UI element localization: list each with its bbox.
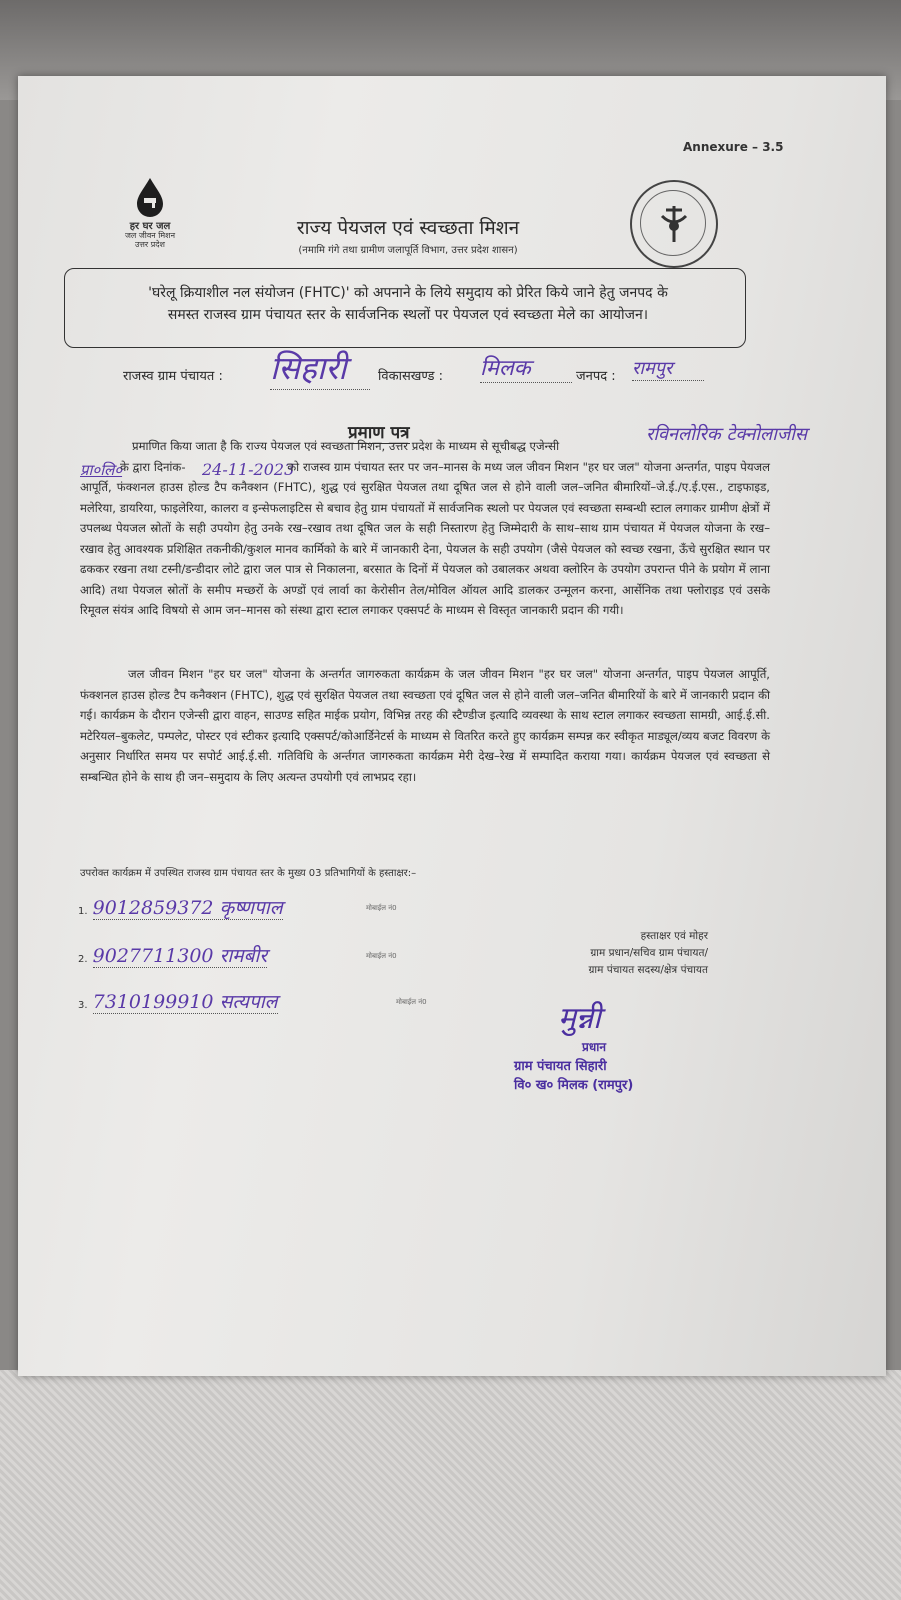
participant-entry: 9012859372 कृष्णपाल	[92, 897, 283, 919]
logo-line-2: जल जीवन मिशन	[124, 231, 176, 240]
para1-part3: को राजस्व ग्राम पंचायत स्तर पर जन–मानस के मध्य जल जीवन मिशन "हर घर जल" योजना अन्तर्गत, पाइप पेयजल आपूर्ति, फंक्शनल हाउस होल्ड टैप कनैक्शन (FHTC), शुद्ध एवं सुरक्षित पेयजल तथा दूषित जल से होने वाली जल–जनित बीमारियों–जे.ई./ए.ई.एस., टाइफाइड, मलेरिया, डायरिया, फाइलेरिया, कालरा व इन्सेफलाइटिस से बचाव हेतु ग्राम पंचायतों में सार्वजनिक स्थलो पर पेयजल एवं स्वच्छता सम्बन्धी स्टाल लगाकर ग्रामीण क्षेत्रों में उपलब्ध पेयजल स्रोतों के सही उपयोग हेतु उनके रख–रखाव तथा दूषित जल के सही निस्तारण हेतु जिम्मेदारी के साथ–साथ ग्राम पंचायत में पेयजल योजना के रख–रखाव हेतु आवश्यक प्रशिक्षित तकनीकी/कुशल मानव कार्मिको के बारे में जानकारी देना, पेयजल के सही उपयोग (जैसे पेयजल को स्वच्छ रखना, ऊँचे सुरक्षित स्थान पर ढककर रखना तथा टस्नी/डन्डीदार लोटे द्वारा जल पात्र से निकालना, बरसात के दिनों में पेयजल को उबालकर अथवा क्लोरिन के उपयोग उपरान्त पीने के प्रयोग में लाना आदि) तथा पेयजल स्रोतों के समीप मच्छरों के अण्डों एवं लार्वा का केरोसीन तेल/मोविल ऑयल आदि डालकर उन्मूलन करना, आर्सेनिक तथा फ्लोराइड एवं उसके रिमूवल संयंत्र आदि विषयो से आम जन–मानस को संस्था द्वारा स्टाल लगाकर एक्सपर्ट के माध्यम से विस्तृत जानकारी प्रदान की गयी।	[80, 459, 771, 617]
participant-number: 3.	[78, 1000, 88, 1011]
background-bottom	[0, 1370, 901, 1600]
document-page	[18, 76, 886, 1376]
block-value: मिलक	[480, 352, 572, 383]
mobile-label: मोबाईल नं0	[366, 904, 397, 912]
mobile-label: मोबाईल नं0	[366, 952, 397, 960]
stamp-line-2: ग्राम पंचायत सिहारी	[514, 1059, 607, 1074]
banner-line-2: समस्त राजस्व ग्राम पंचायत स्तर के सार्वजनिक स्थलों पर पेयजल एवं स्वच्छता मेले का आयोजन।	[167, 307, 649, 323]
signature-line-3: ग्राम पंचायत सदस्य/क्षेत्र पंचायत	[588, 964, 708, 976]
up-govt-emblem-icon	[630, 180, 718, 268]
date-handwritten: 24-11-2023	[202, 460, 295, 479]
participant-entry: 9027711300 रामबीर	[92, 945, 268, 967]
para1-part1: प्रमाणित किया जाता है कि राज्य पेयजल एवं स्वच्छता मिशन, उत्तर प्रदेश के माध्यम से सूचीबद्ध एजेन्सी	[132, 439, 560, 453]
paragraph-2: जल जीवन मिशन "हर घर जल" योजना के अन्तर्गत जागरुकता कार्यक्रम के जल जीवन मिशन "हर घर जल" योजना अन्तर्गत, पाइप पेयजल आपूर्ति, फंक्शनल हाउस होल्ड टैप कनैक्शन (FHTC), शुद्ध एवं सुरक्षित पेयजल तथा स्वच्छता एवं दूषित जल से होने वाली जल–जनित बीमारियों के बारे में जानकारी प्रदान की गई। कार्यक्रम के दौरान एजेन्सी द्वारा वाहन, साउण्ड सहित माईक प्रयोग, विभिन्न तरह की स्टैण्डीज इत्यादि व्यवस्था के साथ स्टाल लगाकर स्वच्छता सामग्री, आई.ई.सी. मटेरियल–बुकलेट, पम्पलेट, पोस्टर एवं स्टीकर इत्यादि एक्सपर्ट/कोआर्डिनेटर्स के माध्यम से वितरित करते हुए कार्यक्रम सम्पन्न कर स्वीकृत माड्यूल/व्यय बजट विवरण के अनुसार निर्धारित समय पर सपोर्ट आई.ई.सी. गतिविधि के अर्न्तगत जागरुकता कार्यक्रम मेरी देख–रेख में सम्पादित कराया गया। कार्यक्रम पेयजल एवं स्वच्छता से सम्बन्धित होने के साथ ही जन–समुदाय के लिए अत्यन्त उपयोगी एवं लाभप्रद रहा।	[80, 667, 770, 784]
water-tap-icon	[133, 176, 167, 218]
banner-line-1: 'घरेलू क्रियाशील नल संयोजन (FHTC)' को अपनाने के लिये समुदाय को प्रेरित किये जाने हेतु जनपद के	[148, 285, 668, 301]
har-ghar-jal-logo	[110, 176, 190, 249]
mission-subtitle: (नमामि गंगे तथा ग्रामीण जलापूर्ति विभाग, उत्तर प्रदेश शासन)	[298, 245, 518, 256]
para1-part2: के द्वारा दिनांक-	[120, 459, 186, 474]
annexure-label: Annexure – 3.5	[683, 140, 784, 154]
participant-entry: 7310199910 सत्यपाल	[92, 991, 278, 1013]
gram-panchayat-label: राजस्व ग्राम पंचायत :	[123, 369, 223, 384]
signature-instructions	[488, 928, 708, 979]
logo-line-1: हर घर जल	[129, 221, 171, 232]
participant-number: 1.	[78, 906, 88, 917]
event-banner-text	[78, 282, 738, 326]
stamp-line-3: वि० ख० मिलक (रामपुर)	[514, 1078, 634, 1093]
agency-name-handwritten: रविनलोरिक टेक्नोलाजीस	[646, 424, 808, 445]
logo-line-3: उत्तर प्रदेश	[135, 240, 165, 249]
district-label: जनपद :	[576, 369, 616, 384]
signature-line-2: ग्राम प्रधान/सचिव ग्राम पंचायत/	[590, 947, 708, 959]
participant-row	[78, 894, 458, 920]
mobile-label: मोबाईल नं0	[396, 998, 427, 1006]
participant-row	[78, 988, 458, 1014]
pradhan-stamp	[514, 1038, 714, 1095]
participant-number: 2.	[78, 954, 88, 965]
pradhan-signature: मुन्नी	[558, 1001, 601, 1036]
block-label: विकासखण्ड :	[378, 369, 444, 384]
participants-heading: उपरोक्त कार्यक्रम में उपस्थित राजस्व ग्राम पंचायत स्तर के मुख्य 03 प्रतिभागियों के हस्ताक्षर:–	[80, 868, 417, 879]
gram-panchayat-value: सिहारी	[270, 346, 370, 390]
participant-row	[78, 942, 458, 968]
certificate-title: प्रमाण पत्र	[348, 420, 410, 444]
mission-title: राज्य पेयजल एवं स्वच्छता मिशन	[296, 217, 520, 239]
district-value: रामपुर	[632, 356, 704, 381]
signature-line-1: हस्ताक्षर एवं मोहर	[640, 930, 708, 942]
agency-suffix-handwritten: प्रा०लि०	[80, 461, 123, 479]
stamp-line-1: प्रधान	[582, 1040, 606, 1054]
paragraph-1	[80, 436, 770, 621]
